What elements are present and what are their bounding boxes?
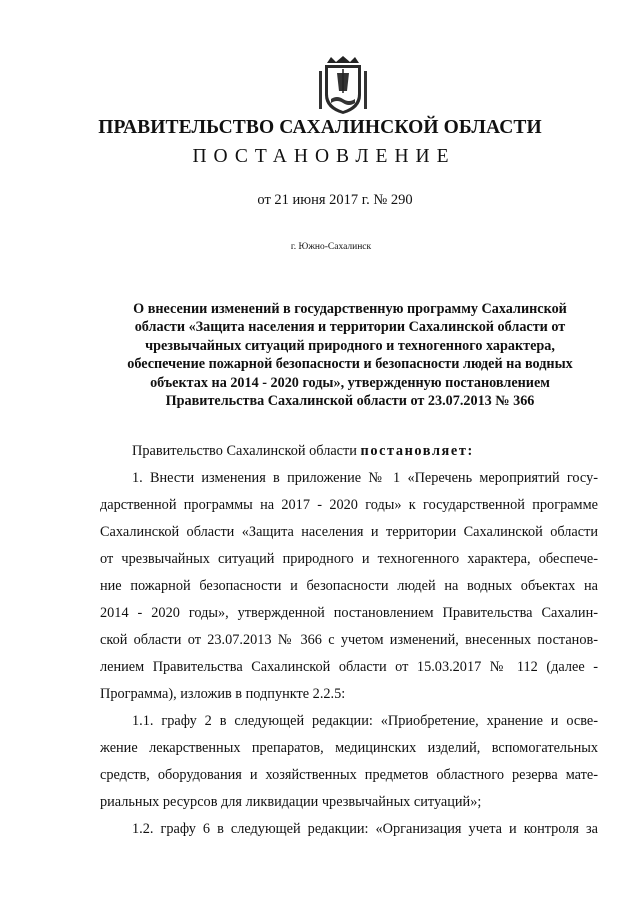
- body-line: ской области от 23.07.2013 № 366 с учетом изменений, внесенных постанов-: [100, 632, 598, 648]
- document-type-title: ПОСТАНОВЛЕНИЕ: [192, 146, 456, 167]
- body-line: Программа), изложив в подпункте 2.2.5:: [100, 686, 346, 702]
- body-line: дарственной программы на 2017 - 2020 годы» к государственной программе: [100, 497, 598, 513]
- document-date-number: от 21 июня 2017 г. № 290: [257, 192, 413, 208]
- body-line: Сахалинской области «Защита населения и территории Сахалинской области: [100, 524, 598, 540]
- document-body: [100, 438, 598, 843]
- body-line: жение лекарственных препаратов, медицинских изделий, вспомогательных: [100, 740, 598, 756]
- city-name: г. Южно-Сахалинск: [290, 242, 372, 252]
- body-line: 1. Внести изменения в приложение № 1 «Перечень мероприятий госу-: [132, 470, 598, 486]
- subject-line: О внесении изменений в государственную программу Сахалинской: [133, 301, 567, 317]
- subject-line: области «Защита населения и территории Сахалинской области от: [134, 319, 566, 336]
- body-line: лением Правительства Сахалинской области от 15.03.2017 № 112 (далее -: [100, 659, 598, 675]
- organization-title: ПРАВИТЕЛЬСТВО САХАЛИНСКОЙ ОБЛАСТИ: [98, 117, 542, 138]
- subject-line: обеспечение пожарной безопасности и безопасности людей на водных: [127, 356, 573, 373]
- body-line: риальных ресурсов для ликвидации чрезвычайных ситуаций»;: [100, 794, 482, 810]
- body-line: средств, оборудования и хозяйственных предметов областного резерва мате-: [100, 767, 598, 783]
- subject-line: объектах на 2014 - 2020 годы», утвержденную постановлением: [150, 374, 550, 391]
- preamble: [100, 438, 598, 465]
- preamble-text: Правительство Сахалинской области: [132, 443, 361, 459]
- body-line: 1.2. графу 6 в следующей редакции: «Организация учета и контроля за: [132, 821, 598, 837]
- body-line: от чрезвычайных ситуаций природного и техногенного характера, обеспече-: [100, 551, 598, 567]
- body-line: 2014 - 2020 годы», утвержденной постановлением Правительства Сахалин-: [100, 605, 598, 621]
- body-line: ние пожарной безопасности и безопасности людей на водных объектах на: [100, 578, 598, 594]
- document-subject: [110, 300, 590, 410]
- subject-line: Правительства Сахалинской области от 23.07.2013 № 366: [165, 393, 535, 410]
- coat-of-arms-icon: [313, 55, 373, 115]
- subject-line: чрезвычайных ситуаций природного и техногенного характера,: [145, 337, 555, 354]
- preamble-decree-word: постановляет:: [360, 443, 474, 459]
- body-line: 1.1. графу 2 в следующей редакции: «Приобретение, хранение и осве-: [132, 713, 598, 729]
